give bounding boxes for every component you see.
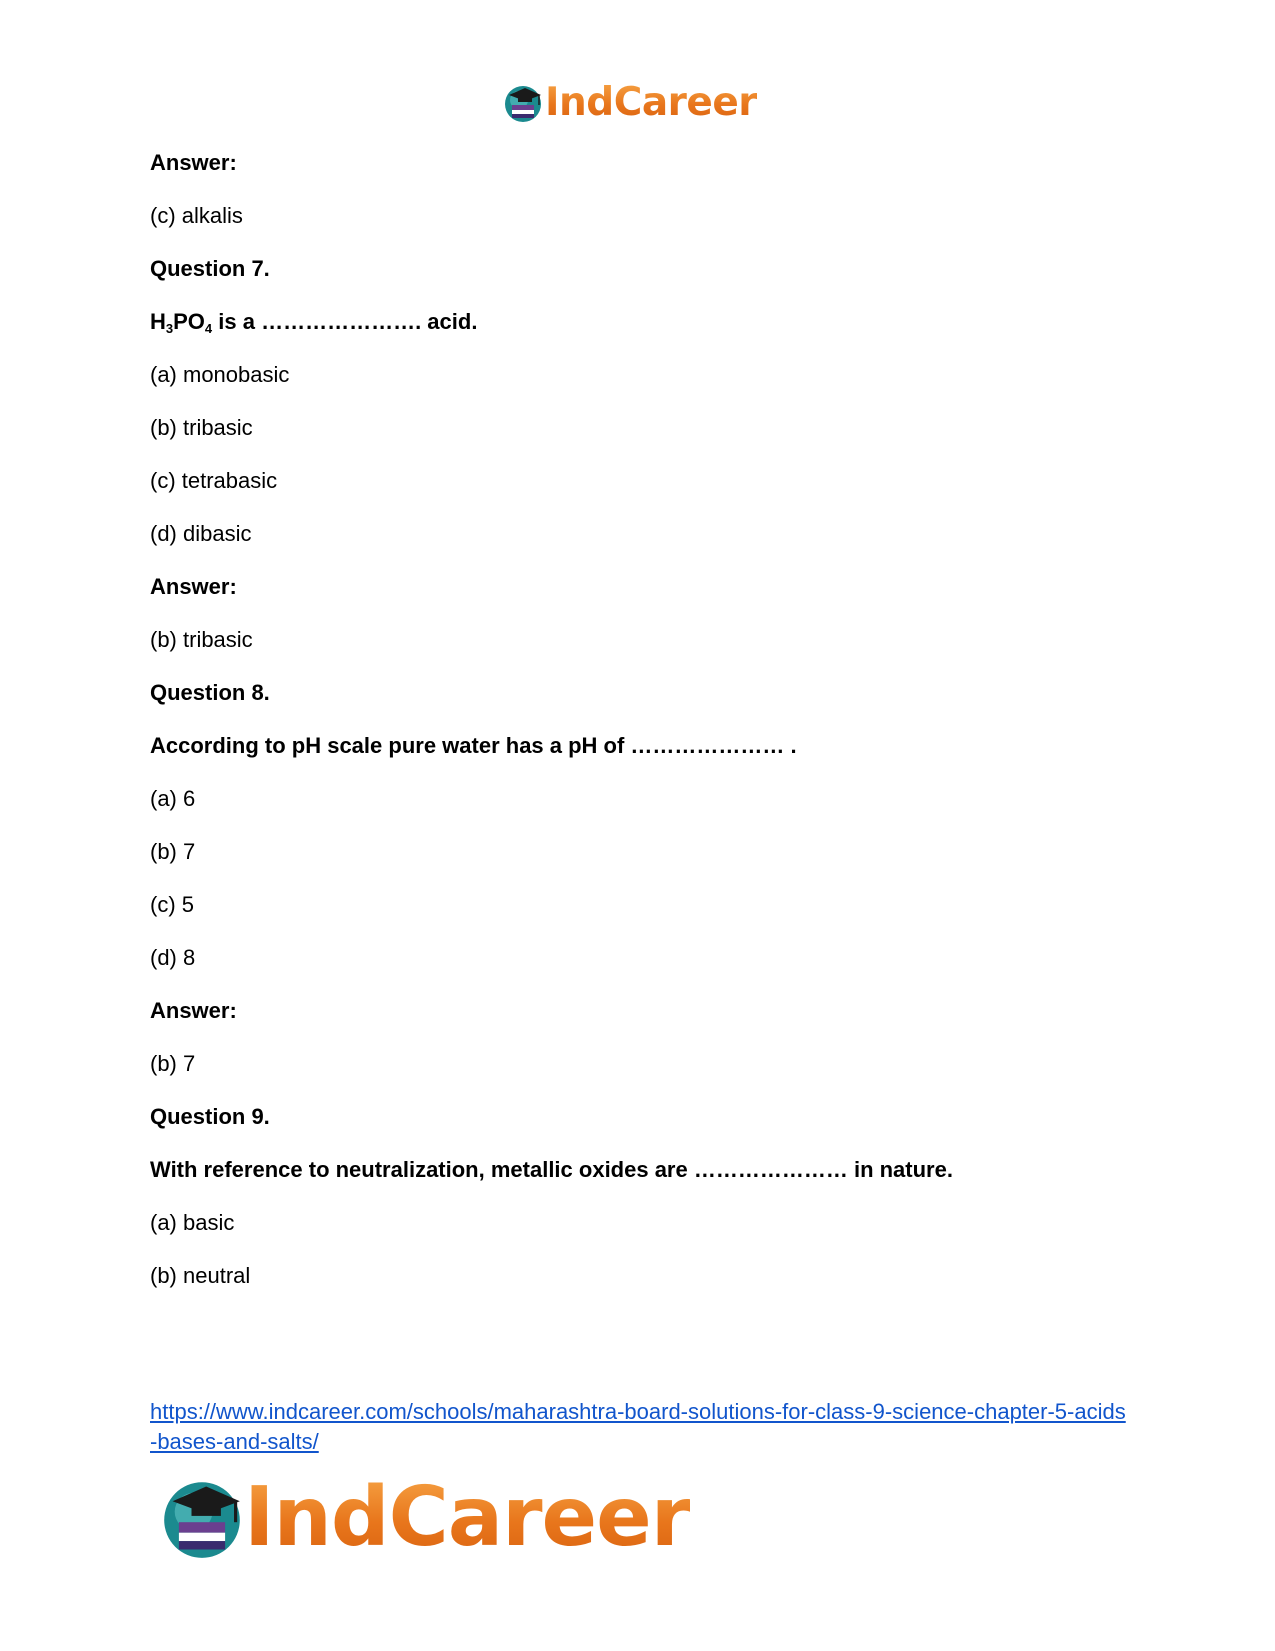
option-b: (b) tribasic — [150, 415, 253, 440]
option-a: (a) monobasic — [150, 362, 290, 387]
option-d: (d) dibasic — [150, 521, 252, 546]
answer-label: Answer: — [150, 998, 237, 1023]
option-d: (d) 8 — [150, 945, 196, 970]
indcareer-logo-bottom — [160, 1470, 690, 1565]
source-url-link[interactable]: https://www.indcareer.com/schools/maharashtra-board-solutions-for-class-9-science-chapter-5-acids-bases-and-salts/ — [150, 1399, 1126, 1454]
option-a: (a) basic — [150, 1210, 235, 1235]
graduation-book-icon — [160, 1476, 244, 1560]
answer-value: (c) alkalis — [150, 203, 243, 228]
question-text: $H_3PO_4$ is a …………………. acid. — [150, 309, 478, 336]
question-text: With reference to neutralization, metallic oxides are ………………… in nature. — [150, 1157, 953, 1182]
indcareer-logo-top — [503, 80, 757, 125]
answer-label: Answer: — [150, 574, 237, 599]
option-a: (a) 6 — [150, 786, 196, 811]
option-b: (b) neutral — [150, 1263, 251, 1288]
graduation-book-icon — [503, 83, 543, 123]
answer-value: (b) 7 — [150, 1051, 196, 1076]
option-c: (c) 5 — [150, 892, 194, 917]
answer-label: Answer: — [150, 150, 237, 175]
question-text: According to pH scale pure water has a pH of ………………… . — [150, 733, 797, 758]
logo-wordmark: IndCareer — [244, 1470, 691, 1565]
logo-wordmark: IndCareer — [545, 80, 757, 125]
question-heading: Question 9. — [150, 1104, 270, 1129]
answer-value: (b) tribasic — [150, 627, 253, 652]
question-heading: Question 7. — [150, 256, 270, 281]
option-b: (b) 7 — [150, 839, 196, 864]
question-heading: Question 8. — [150, 680, 270, 705]
option-c: (c) tetrabasic — [150, 468, 278, 493]
